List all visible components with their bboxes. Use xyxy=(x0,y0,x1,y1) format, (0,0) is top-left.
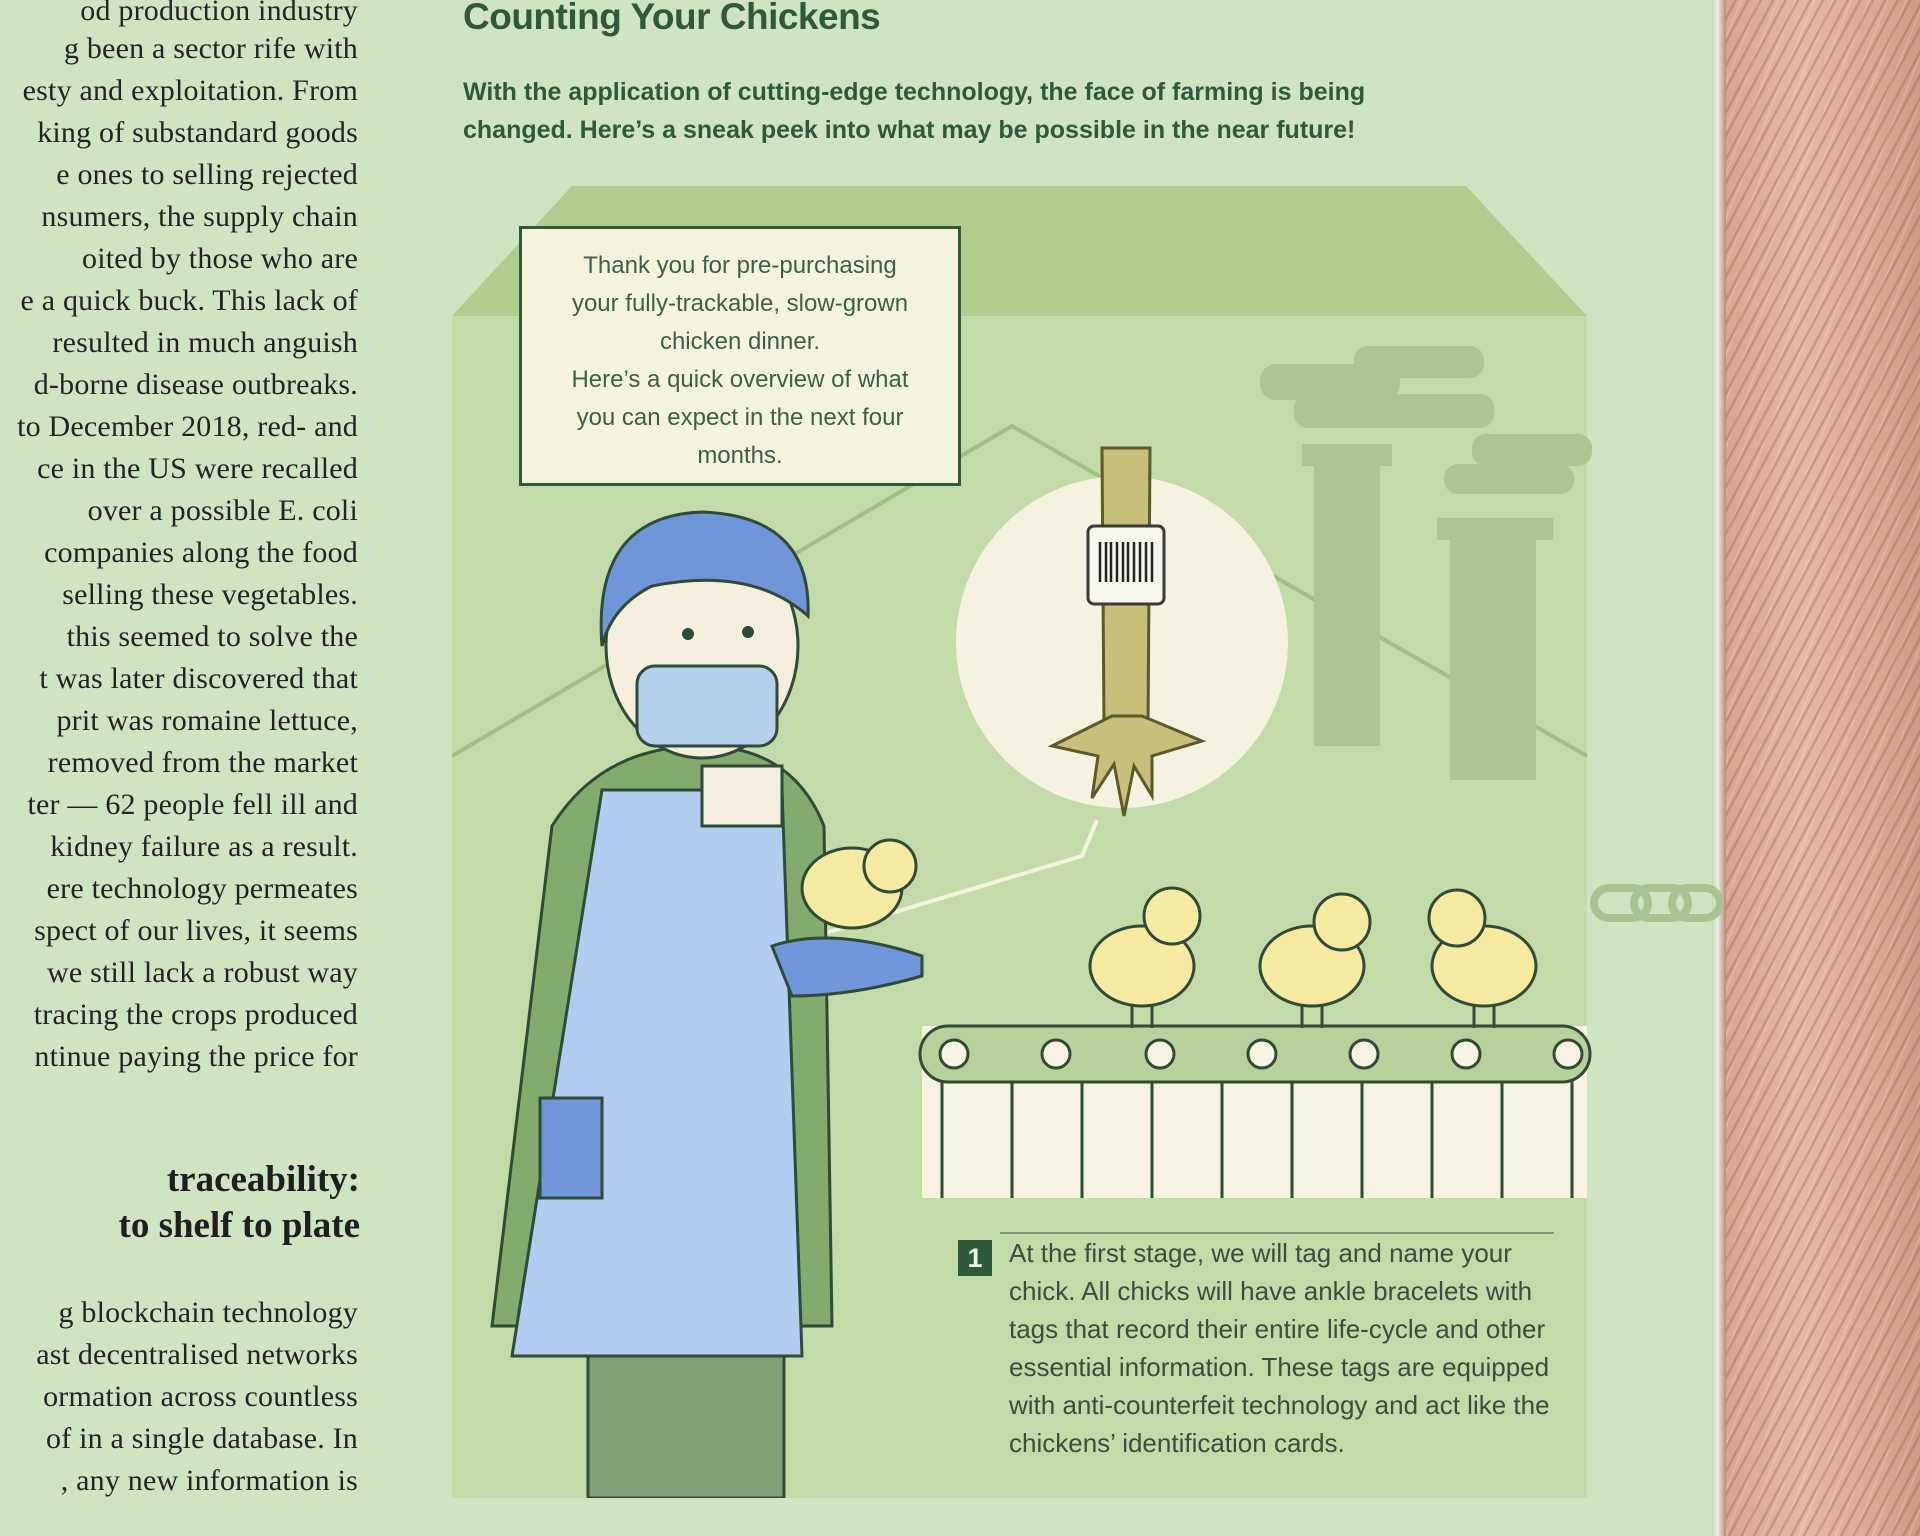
step-text-line: tags that record their entire life-cycle and other xyxy=(1009,1314,1546,1344)
article-line: od production industry xyxy=(80,0,358,27)
article-line: ter — 62 people fell ill and xyxy=(27,788,358,821)
speech-line: you can expect in the next four xyxy=(576,404,904,431)
article-line: resulted in much anguish xyxy=(52,326,358,359)
speech-line: chicken dinner. xyxy=(659,328,821,355)
article-line: e a quick buck. This lack of xyxy=(20,284,358,317)
step-divider xyxy=(1000,1232,1554,1234)
article-line: nsumers, the supply chain xyxy=(41,200,358,233)
article-line: g blockchain technology xyxy=(58,1296,358,1329)
article-line: selling these vegetables. xyxy=(62,578,358,611)
article-line: e ones to selling rejected xyxy=(56,158,358,191)
article-column xyxy=(0,0,360,1536)
speech-line: Here’s a quick overview of what xyxy=(571,366,909,393)
article-line: king of substandard goods xyxy=(37,116,358,149)
article-line: oited by those who are xyxy=(82,242,358,275)
wooden-table-background xyxy=(1722,0,1920,1536)
article-line: spect of our lives, it seems xyxy=(34,914,358,947)
article-line: ce in the US were recalled xyxy=(37,452,358,485)
infographic-title: Counting Your Chickens xyxy=(463,0,881,37)
article-line: of in a single database. In xyxy=(46,1422,358,1455)
article-line: kidney failure as a result. xyxy=(50,830,358,863)
step-text-line: chick. All chicks will have ankle bracelets with xyxy=(1009,1276,1533,1306)
article-line: t was later discovered that xyxy=(39,662,358,695)
article-line: g been a sector rife with xyxy=(63,32,358,65)
article-line: ere technology permeates xyxy=(46,872,358,905)
article-line: over a possible E. coli xyxy=(87,494,358,527)
infographic-intro-line: changed. Here’s a sneak peek into what may be possible in the near future! xyxy=(463,116,1356,144)
article-line: this seemed to solve the xyxy=(66,620,358,653)
infographic-intro-line: With the application of cutting-edge technology, the face of farming is being xyxy=(463,78,1366,106)
article-line: d-borne disease outbreaks. xyxy=(33,368,358,401)
article-subheading: traceability: xyxy=(166,1159,360,1200)
article-line: we still lack a robust way xyxy=(47,956,358,989)
article-line: prit was romaine lettuce, xyxy=(56,704,358,737)
step-text-line: chickens’ identification cards. xyxy=(1009,1428,1345,1458)
speech-line: Thank you for pre-purchasing xyxy=(583,252,897,279)
step-number-badge: 1 xyxy=(958,1240,992,1276)
article-line: ntinue paying the price for xyxy=(34,1040,358,1073)
step-text-line: At the first stage, we will tag and name your xyxy=(1009,1238,1512,1268)
article-subheading: to shelf to plate xyxy=(118,1205,360,1246)
article-line: ormation across countless xyxy=(43,1380,358,1413)
article-line: to December 2018, red- and xyxy=(17,410,358,443)
step-text-line: essential information. These tags are equipped xyxy=(1009,1352,1550,1382)
article-line: removed from the market xyxy=(47,746,358,779)
speech-line: months. xyxy=(697,442,783,469)
article-line: companies along the food xyxy=(44,536,358,569)
article-line: esty and exploitation. From xyxy=(22,74,358,107)
speech-box xyxy=(519,226,961,486)
article-line: , any new information is xyxy=(60,1464,358,1497)
chain-icon xyxy=(1594,888,1720,918)
article-line: tracing the crops produced xyxy=(33,998,358,1031)
face-mask xyxy=(637,666,777,746)
article-line: ast decentralised networks xyxy=(36,1338,358,1371)
speech-line: your fully-trackable, slow-grown xyxy=(571,290,909,317)
step-text-line: with anti-counterfeit technology and act like the xyxy=(1009,1390,1550,1420)
